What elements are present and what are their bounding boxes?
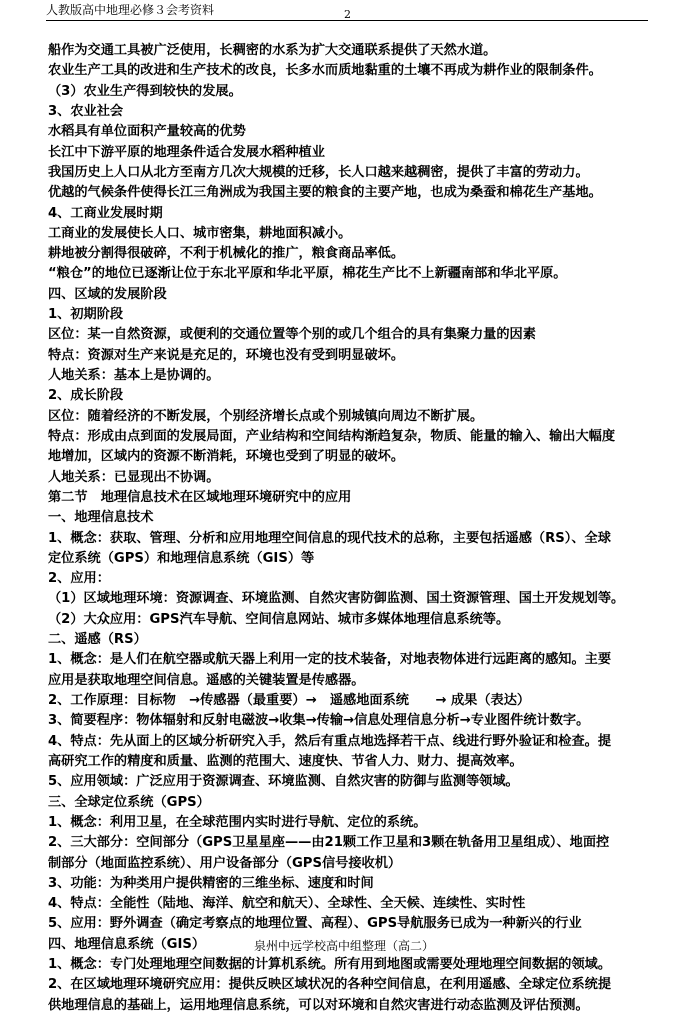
text-line: 优越的气候条件使得长江三角洲成为我国主要的粮食的主要产地，也成为桑蚕和棉花生产基地。 bbox=[48, 185, 602, 201]
text-line: 水稻具有单位面积产量较高的优势 bbox=[48, 124, 246, 140]
text-line: （3）农业生产得到较快的发展。 bbox=[48, 83, 242, 99]
text-line: 2、在区域地理环境研究应用：提供反映区域状况的各种空间信息，在利用遥感、全球定位系统提 bbox=[48, 977, 612, 993]
section-heading: 二、遥感（RS） bbox=[48, 632, 147, 648]
text-line: 2、应用： bbox=[48, 571, 110, 587]
text-line: 我国历史上人口从北方至南方几次大规模的迁移，长人口越来越稠密，提供了丰富的劳动力。 bbox=[48, 164, 589, 180]
text-line: 4、特点：先从面上的区域分析研究入手，然后有重点地选择若干点、线进行野外验证和检查。提 bbox=[48, 733, 612, 749]
text-line: 1、概念：是人们在航空器或航天器上利用一定的技术装备，对地表物体进行远距离的感知。主要 bbox=[48, 652, 612, 668]
text-line: 应用是获取地理空间信息。遥感的关键装置是传感器。 bbox=[48, 672, 365, 688]
text-line: 区位：随着经济的不断发展，个别经济增长点或个别城镇向周边不断扩展。 bbox=[48, 408, 484, 424]
text-line: 制部分（地面监控系统）、用户设备部分（GPS信号接收机） bbox=[48, 855, 402, 871]
document-body bbox=[48, 41, 658, 1016]
text-line: 地增加，区域内的资源不断消耗，环境也受到了明显的破坏。 bbox=[48, 449, 405, 465]
text-line: 5、应用：野外调查（确定考察点的地理位置、高程）、GPS导航服务已成为一种新兴的行业 bbox=[48, 916, 582, 932]
text-line: 3、简要程序：物体辐射和反射电磁波→收集→传输→信息处理信息分析→专业图件统计数字。 bbox=[48, 713, 590, 729]
text-line: “粮仓”的地位已逐渐让位于东北平原和华北平原，棉花生产比不上新疆南部和华北平原。 bbox=[48, 266, 567, 282]
text-line: 特点：形成由点到面的发展局面，产业结构和空间结构渐趋复杂，物质、能量的输入、输出大幅度 bbox=[48, 428, 616, 444]
text-line: 人地关系：已显现出不协调。 bbox=[48, 469, 220, 485]
section-heading: 一、地理信息技术 bbox=[48, 510, 154, 526]
text-line: 定位系统（GPS）和地理信息系统（GIS）等 bbox=[48, 550, 315, 566]
text-line: 2、三大部分：空间部分（GPS卫星星座——由21颗工作卫星和3颗在轨备用卫星组成）、地面控 bbox=[48, 835, 610, 851]
text-line: 区位：某一自然资源，或便利的交通位置等个别的或几个组合的具有集聚力量的因素 bbox=[48, 327, 536, 343]
text-line: 人地关系：基本上是协调的。 bbox=[48, 368, 220, 383]
text-line: 1、概念：利用卫星，在全球范围内实时进行导航、定位的系统。 bbox=[48, 814, 427, 830]
text-line: 特点：资源对生产来说是充足的，环境也没有受到明显破坏。 bbox=[48, 347, 405, 363]
text-line: 高研究工作的精度和质量、监测的范围大、速度快、节省人力、财力、提高效率。 bbox=[48, 753, 523, 769]
text-line: 农业生产工具的改进和生产技术的改良，长多水而质地黏重的土壤不再成为耕作业的限制条件。 bbox=[48, 63, 602, 79]
text-line: 1、概念：获取、管理、分析和应用地理空间信息的现代技术的总称，主要包括遥感（RS）、全球 bbox=[48, 530, 611, 546]
section-heading: 四、地理信息系统（GIS） bbox=[48, 936, 206, 952]
text-line: 5、应用领域：广泛应用于资源调查、环境监测、自然灾害的防御与监测等领域。 bbox=[48, 774, 519, 790]
section-heading: 3、农业社会 bbox=[48, 103, 124, 119]
text-line: 工商业的发展使长人口、城市密集，耕地面积减小。 bbox=[48, 225, 352, 241]
text-line: 3、功能：为种类用户提供精密的三维坐标、速度和时间 bbox=[48, 875, 374, 891]
text-line: （1）区域地理环境：资源调查、环境监测、自然灾害防御监测、国土资源管理、国土开发规划等。 bbox=[48, 591, 625, 607]
text-line: 船作为交通工具被广泛使用，长稠密的水系为扩大交通联系提供了天然水道。 bbox=[48, 43, 497, 58]
page-header bbox=[46, 2, 648, 21]
text-line: 耕地被分割得很破碎，不利于机械化的推广，粮食商品率低。 bbox=[48, 246, 405, 262]
text-line: 供地理信息的基础上，运用地理信息系统，可以对环境和自然灾害进行动态监测及评估预测。 bbox=[48, 997, 589, 1013]
header-title: 人教版高中地理必修３会考资料 bbox=[46, 3, 215, 17]
section-heading: 三、全球定位系统（GPS） bbox=[48, 794, 210, 810]
text-line: 1、概念：专门处理地理空间数据的计算机系统。所有用到地图或需要处理地理空间数据的领域。 bbox=[48, 957, 612, 973]
page-footer: 泉州中远学校高中组整理（高二） bbox=[253, 939, 434, 953]
page-number: 2 bbox=[344, 8, 351, 21]
section-heading: 4、工商业发展时期 bbox=[48, 205, 163, 221]
section-heading: 1、初期阶段 bbox=[48, 307, 124, 323]
text-line: 长江中下游平原的地理条件适合发展水稻种植业 bbox=[48, 144, 325, 160]
section-heading: 2、成长阶段 bbox=[48, 388, 124, 404]
text-line: 4、特点：全能性（陆地、海洋、航空和航天）、全球性、全天候、连续性、实时性 bbox=[48, 896, 526, 912]
text-line: 2、工作原理：目标物 →传感器（最重要）→ 遥感地面系统 → 成果（表达） bbox=[48, 693, 531, 708]
section-heading: 第二节 地理信息技术在区域地理环境研究中的应用 bbox=[48, 489, 352, 505]
section-heading: 四、区域的发展阶段 bbox=[48, 286, 167, 302]
text-line: （2）大众应用：GPS汽车导航、空间信息网站、城市多媒体地理信息系统等。 bbox=[48, 611, 510, 627]
